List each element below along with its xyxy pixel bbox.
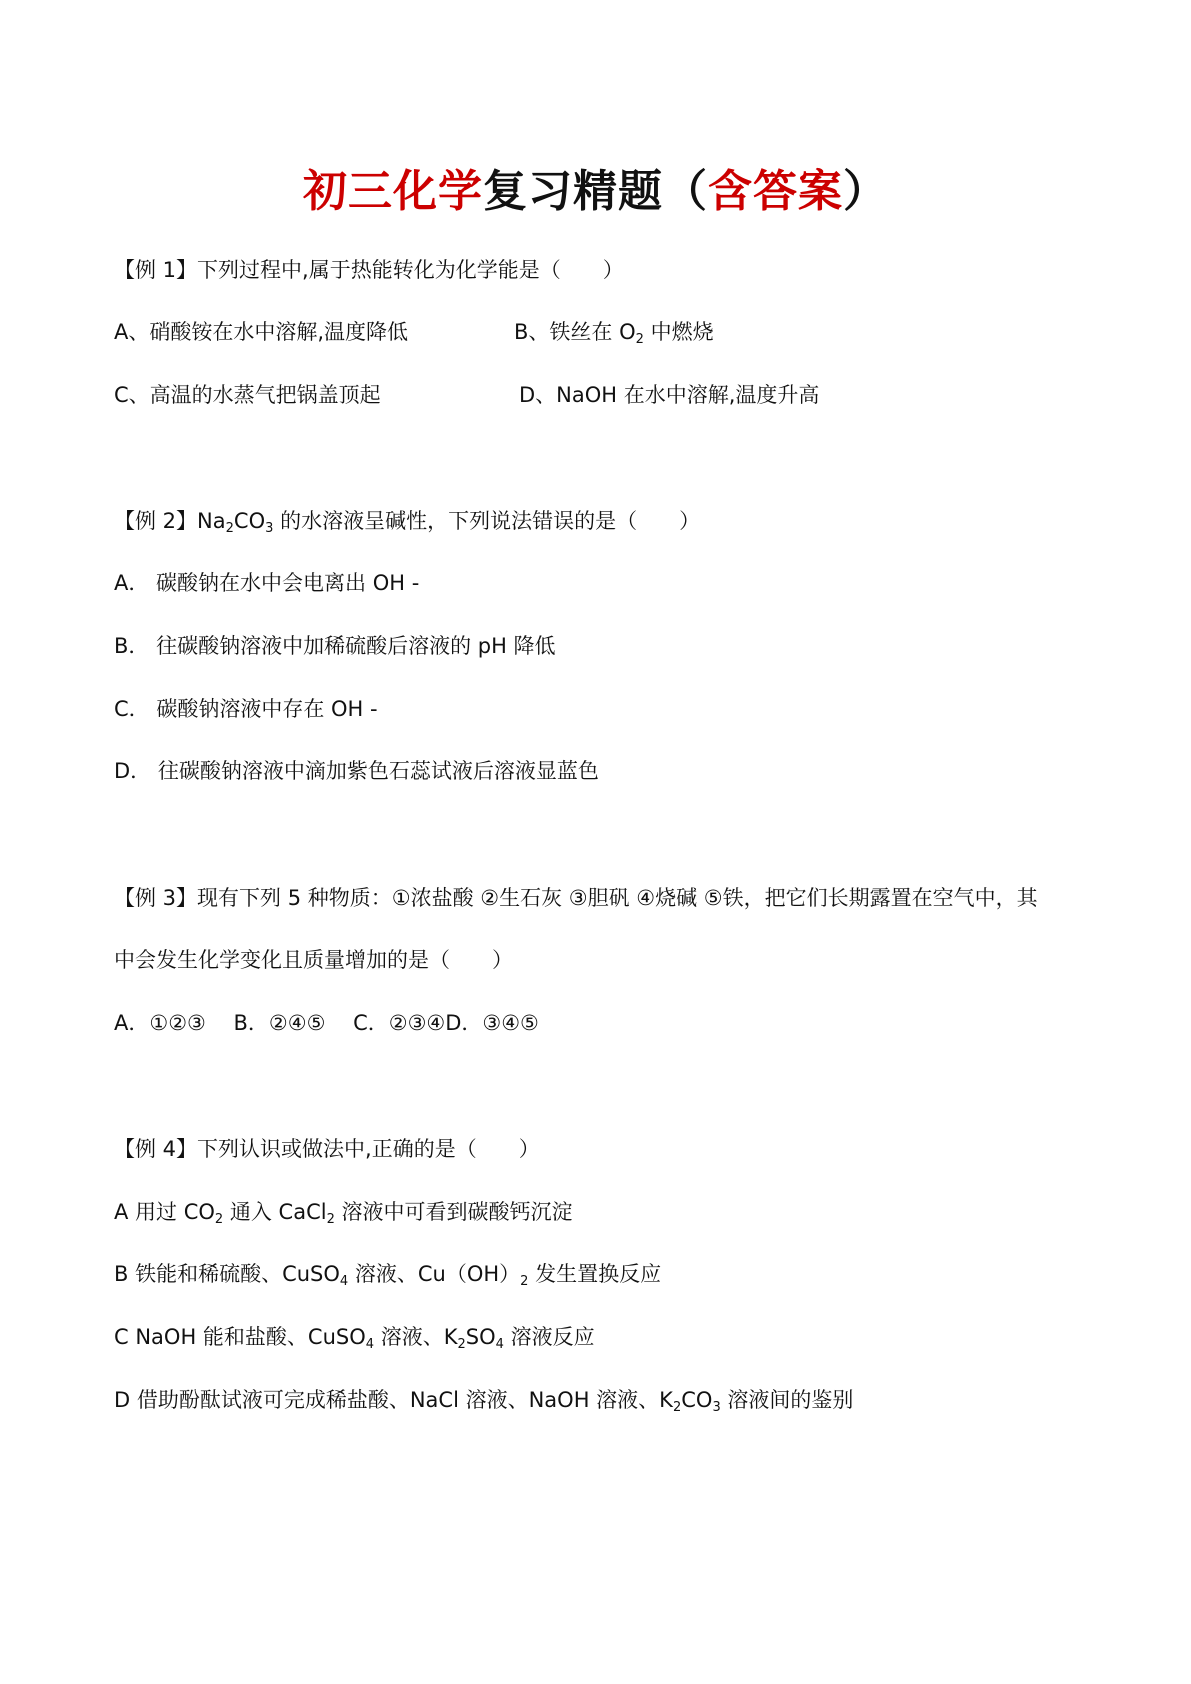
q4-option-b — [114, 1260, 661, 1288]
q4-a-1: A 用过 CO — [114, 1200, 215, 1224]
page-title — [0, 164, 1191, 220]
q1-option-b-post: 中燃烧 — [643, 320, 714, 344]
q1-option-b — [514, 318, 714, 346]
q4-a-3: 溶液中可看到碳酸钙沉淀 — [334, 1200, 573, 1224]
title-part-2: 复习精题（ — [483, 166, 708, 217]
q1-option-c: C、高温的水蒸气把锅盖顶起 — [114, 383, 381, 407]
q2-option-d: D． 往碳酸钠溶液中滴加紫色石蕊试液后溶液显蓝色 — [114, 759, 599, 783]
q1-stem: 【例 1】下列过程中,属于热能转化为化学能是（ ） — [114, 258, 624, 282]
q2-option-b: B． 往碳酸钠溶液中加稀硫酸后溶液的 pH 降低 — [114, 634, 556, 658]
title-part-4: ） — [843, 166, 888, 217]
q1-option-b-sub: 2 — [635, 332, 644, 347]
q4-b-1: B 铁能和稀硫酸、CuSO — [114, 1262, 340, 1286]
q2-stem — [114, 507, 700, 535]
q4-d-s1: 2 — [672, 1400, 682, 1415]
q4-c-s1: 4 — [365, 1337, 375, 1352]
q4-b-s2: 2 — [520, 1274, 529, 1289]
q4-option-d — [114, 1386, 853, 1414]
q2-stem-pre: 【例 2】Na — [114, 509, 226, 533]
q1-option-d: D、NaOH 在水中溶解,温度升高 — [519, 383, 820, 407]
q2-stem-mid: CO — [233, 509, 266, 533]
q4-d-s2: 3 — [712, 1400, 721, 1415]
q4-c-4: 溶液反应 — [503, 1325, 595, 1349]
q4-c-s2: 2 — [457, 1337, 466, 1352]
q4-c-2: 溶液、K — [374, 1325, 458, 1349]
q2-stem-post: 的水溶液呈碱性，下列说法错误的是（ ） — [273, 509, 701, 533]
q4-option-c — [114, 1323, 595, 1351]
q4-b-3: 发生置换反应 — [528, 1262, 662, 1286]
q4-stem: 【例 4】下列认识或做法中,正确的是（ ） — [114, 1137, 540, 1161]
q3-stem-line-1: 【例 3】现有下列 5 种物质：①浓盐酸 ②生石灰 ③胆矾 ④烧碱 ⑤铁，把它们长期露置在空气中，其 — [114, 886, 1038, 910]
q4-a-s1: 2 — [214, 1212, 224, 1227]
q2-option-c: C． 碳酸钠溶液中存在 OH - — [114, 697, 378, 721]
q2-stem-sub1: 2 — [225, 521, 234, 536]
q4-b-2: 溶液、Cu（OH） — [348, 1262, 521, 1286]
q4-a-2: 通入 CaCl — [223, 1200, 327, 1224]
q1-option-a: A、硝酸铵在水中溶解,温度降低 — [114, 320, 409, 344]
q3-stem-line-2: 中会发生化学变化且质量增加的是（ ） — [114, 948, 513, 972]
title-part-1: 初三化学 — [303, 166, 483, 217]
q4-d-1: D 借助酚酞试液可完成稀盐酸、NaCl 溶液、NaOH 溶液、K — [114, 1388, 673, 1412]
q4-d-3: 溶液间的鉴别 — [720, 1388, 854, 1412]
q4-d-2: CO — [681, 1388, 713, 1412]
q4-c-s3: 4 — [495, 1337, 504, 1352]
q4-c-3: SO — [465, 1325, 496, 1349]
q1-option-b-pre: B、铁丝在 O — [514, 320, 636, 344]
q2-stem-sub2: 3 — [265, 521, 274, 536]
q4-c-1: C NaOH 能和盐酸、CuSO — [114, 1325, 366, 1349]
q4-option-a — [114, 1198, 573, 1226]
q3-options: A．①②③ B．②④⑤ C．②③④D．③④⑤ — [114, 1011, 539, 1035]
q2-option-a: A． 碳酸钠在水中会电离出 OH - — [114, 571, 420, 595]
q4-b-s1: 4 — [339, 1274, 349, 1289]
title-part-3: 含答案 — [708, 166, 843, 217]
q4-a-s2: 2 — [326, 1212, 335, 1227]
